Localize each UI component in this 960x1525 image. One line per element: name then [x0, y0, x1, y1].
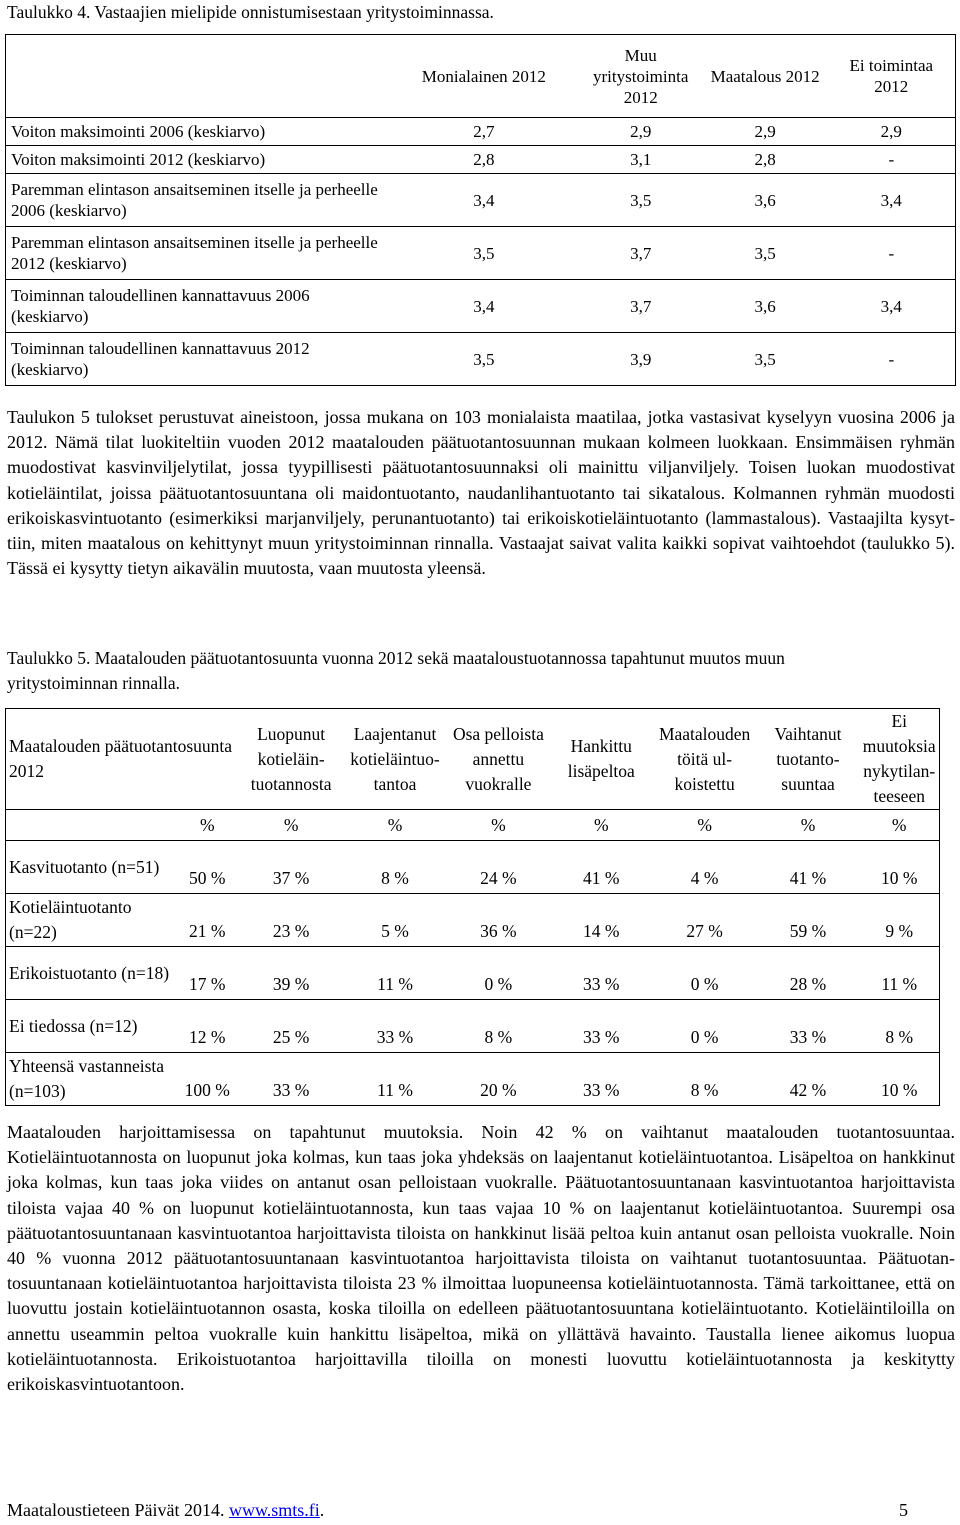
table5-header: Hankittu lisäpeltoa	[567, 736, 635, 781]
row-label: Toiminnan taloudellinen kannattavuus 2012 (keskiarvo)	[11, 339, 310, 379]
table-cell: -	[888, 150, 895, 169]
table-cell: 3,5	[630, 190, 652, 210]
table-cell: 21 %	[189, 921, 226, 941]
table4-header: Monialainen 2012	[421, 66, 546, 86]
table4-header: Ei toimintaa 2012	[849, 56, 934, 96]
row-label: Paremman elintason ansaitseminen itselle ja perheelle 2012 (keskiarvo)	[11, 233, 378, 273]
table-cell: 0 %	[690, 1027, 719, 1047]
table-cell: 3,7	[630, 243, 652, 263]
table-cell: 20 %	[480, 1080, 517, 1100]
table-cell: 3,7	[630, 296, 652, 316]
table-cell: 50 %	[189, 868, 226, 888]
page-number: 5	[899, 1500, 908, 1520]
table-cell: 10 %	[880, 868, 918, 888]
table-cell: 37 %	[272, 868, 310, 888]
table-cell: 0 %	[484, 974, 513, 994]
table-cell: 3,4	[473, 296, 495, 316]
table-cell: 100 %	[184, 1080, 230, 1100]
unit-cell: %	[283, 814, 299, 835]
row-label: Yhteensä vastanneista (n=103)	[9, 1056, 165, 1101]
row-label: Toiminnan taloudellinen kannattavuus 2006 (keskiarvo)	[11, 286, 310, 326]
table-row	[6, 1000, 940, 1053]
table-row	[6, 841, 940, 894]
table-row	[6, 894, 940, 947]
table-cell: 41 %	[583, 868, 620, 888]
unit-cell: %	[800, 814, 816, 835]
row-label: Paremman elintason ansaitseminen itselle ja perheelle 2006 (keskiarvo)	[11, 180, 378, 220]
unit-cell: %	[491, 814, 506, 835]
table-cell: 11 %	[377, 1080, 413, 1100]
table-cell: 3,4	[880, 296, 902, 316]
table-cell: -	[888, 243, 895, 263]
footer-link[interactable]: www.smts.fi	[228, 1500, 320, 1520]
table-cell: 8 %	[690, 1080, 719, 1100]
table-cell: 2,8	[473, 150, 495, 169]
table-cell: 23 %	[272, 921, 310, 941]
table4-caption: Taulukko 4. Vastaajien mielipide onnistumisestaan yritystoiminnassa.	[7, 2, 494, 22]
table5-header: Maatalouden töitä ulkoistettu	[658, 723, 751, 794]
row-label: Kasvituotanto (n=51)	[9, 856, 160, 877]
table-cell: 36 %	[480, 921, 517, 941]
table-cell: 25 %	[272, 1027, 310, 1047]
table5-header: Ei muutoksia nykytilanteeseen	[862, 711, 936, 806]
table-cell: 2,9	[880, 122, 902, 141]
table5-unit-row	[6, 810, 940, 841]
table-cell: 8 %	[381, 868, 409, 888]
table-cell: 2,9	[630, 122, 652, 141]
table-cell: 4 %	[690, 868, 719, 888]
unit-cell: %	[199, 814, 215, 835]
table4-header-row	[6, 35, 956, 118]
table-cell: 2,7	[473, 122, 495, 141]
footer-period: .	[319, 1500, 325, 1520]
row-label: Voiton maksimointi 2012 (keskiarvo)	[11, 150, 266, 169]
table-cell: 14 %	[583, 921, 620, 941]
table-cell: 41 %	[789, 868, 827, 888]
table-cell: 17 %	[189, 974, 226, 994]
footer-text: Maataloustieteen Päivät 2014.	[7, 1500, 229, 1520]
table-cell: 24 %	[480, 868, 517, 888]
table-row	[6, 1053, 940, 1106]
table-row	[6, 227, 956, 280]
table5-caption: yritystoiminnan rinnalla.	[7, 673, 181, 693]
unit-cell: %	[387, 814, 403, 835]
table5-header-row	[6, 709, 940, 810]
table5-header: Luopunut kotieläintuotannosta	[250, 723, 332, 794]
table-cell: 0 %	[690, 974, 719, 994]
table5-first-header: Maatalouden päätuotantosuunta 2012	[9, 736, 233, 781]
table-cell: 33 %	[583, 974, 620, 994]
table-cell: 39 %	[272, 974, 310, 994]
footer	[7, 1500, 324, 1521]
body-paragraph: Taulukon 5 tulokset perustuvat aineistoon, jossa mukana on 103 monialaista maatilaa, jotka vastasivat kyselyyn vuosina 2006 ja 2012. Nämä tilat luokiteltiin vuoden 2012 maatalouden päätuotantosuunnan mukaan kolmeen luokkaan. Ensimmäisen ryhmän muodostivat kasvinviljelytilat, jossa tyypillisesti päätuotantosuunnaksi oli mainittu viljanviljely. Toisen luokan muodostivat kotieläintilat, joissa päätuotantosuuntana oli maidontuotanto, naudanlihantuotanto tai sikatalous. Kolmannen ryhmän muodosti erikoiskasvintuotanto (esimerkiksi marjanviljely, perunantuotanto) tai erikoiskotieläintuotanto (lammastalous). Vastaajilta kysyttiin, miten maatalous on kehittynyt muun yritystoiminnan rinnalla. Vastaajat saivat valita kaikki sopivat vaihtoehdot (taulukko 5). Tässä ei kysytty tietyn aikavälin muutosta, vaan muutosta yleensä.	[7, 407, 955, 579]
row-label: Voiton maksimointi 2006 (keskiarvo)	[11, 122, 266, 141]
table-row	[6, 947, 940, 1000]
table-cell: 3,6	[754, 190, 776, 210]
table-cell: 3,1	[630, 150, 652, 169]
row-label: Ei tiedossa (n=12)	[9, 1015, 138, 1036]
table4-corner	[6, 35, 389, 118]
table-cell: 33 %	[583, 1027, 620, 1047]
table-cell: 8 %	[484, 1027, 513, 1047]
table-cell: 33 %	[272, 1080, 310, 1100]
table-cell: -	[888, 349, 895, 369]
table-row	[6, 146, 956, 174]
table-row	[6, 118, 956, 146]
table-cell: 2,8	[754, 150, 776, 169]
table-cell: 11 %	[881, 974, 918, 994]
table4-header: Muu yritystoiminta 2012	[593, 45, 689, 107]
table-cell: 3,5	[754, 243, 776, 263]
table-cell: 5 %	[381, 921, 409, 941]
table-cell: 12 %	[189, 1027, 226, 1047]
unit-cell: %	[891, 814, 907, 835]
table5-header: Vaihtanut tuotantosuuntaa	[774, 723, 842, 794]
table4-header: Maatalous 2012	[710, 66, 820, 86]
table-cell: 2,9	[754, 122, 776, 141]
table-cell: 3,5	[473, 243, 495, 263]
table4	[5, 34, 956, 386]
table-row	[6, 174, 956, 227]
table-cell: 28 %	[789, 974, 827, 994]
table5-header: Osa pelloista annettu vuokralle	[452, 723, 544, 794]
table-cell: 33 %	[789, 1027, 827, 1047]
table-cell: 3,6	[754, 296, 776, 316]
body-paragraph: Maatalouden harjoittamisessa on tapahtunut muutoksia. Noin 42 % on vaihtanut maatalouden tuotantosuuntaa. Kotieläintuotannosta on luopunut joka kolmas, kun taas joka yhdeksäs on laajentanut kotieläintuotantoa. Lisäpeltoa on hankkinut joka kolmas, kun taas joka viides on antanut osan pelloistaan vuokralle. Päätuotantosuuntanaan kasvintuotantoa harjoittavista tiloista vajaa 40 % on luopunut kotieläintuotannosta, kun taas vajaa 10 % on laajentanut kotieläintuotantoa. Suurempi osa päätuotantosuuntanaan kasvintuotantoa harjoittavista tiloista on hankkinut lisää peltoa kuin antanut osan pelloista vuokralle. Noin 40 % vuonna 2012 päätuotantosuuntanaan kasvintuotantoa harjoittavista tiloista on vaihtanut tuotantosuuntaa. Päätuotantosuuntanaan kotieläintuotantoa harjoittavista tiloista 23 % ilmoittaa luopuneensa kotieläintuotannosta. Tämä tarkoittanee, että on luovuttu jostain kotieläintuotannon osasta, koska tiloilla on edelleen päätuotantosuuntana kotieläintuotanto. Kotieläintiloilla on annettu useammin peltoa vuokralle kuin hankittu lisäpeltoa, mikä on yllättävä havainto. Taustalla lienee aikomus luopua kotieläintuotannosta. Erikoistuotantoa harjoittavilla tiloilla on monesti luovuttu kotieläintuotannosta ja keskitytty erikoiskasvintuotantoon.	[7, 1122, 955, 1395]
unit-cell: %	[593, 814, 609, 835]
table-row	[6, 333, 956, 386]
table-row	[6, 280, 956, 333]
table-cell: 10 %	[880, 1080, 918, 1100]
table-cell: 33 %	[376, 1027, 414, 1047]
row-label: Erikoistuotanto (n=18)	[9, 962, 170, 983]
table-cell: 59 %	[789, 921, 827, 941]
table-cell: 3,5	[473, 349, 495, 369]
table-cell: 3,4	[473, 190, 495, 210]
table-cell: 33 %	[583, 1080, 620, 1100]
row-label: Kotieläintuotanto (n=22)	[9, 897, 132, 942]
table-cell: 8 %	[885, 1027, 914, 1047]
table-cell: 3,4	[880, 190, 902, 210]
table-cell: 3,9	[630, 349, 652, 369]
table5-header: Laajentanut kotieläintuotantoa	[350, 723, 440, 794]
table-cell: 42 %	[789, 1080, 827, 1100]
table5-caption: Taulukko 5. Maatalouden päätuotantosuunta vuonna 2012 sekä maataloustuotannossa tapahtunut muutos muun	[7, 648, 785, 668]
unit-cell: %	[697, 814, 712, 835]
table-cell: 27 %	[686, 921, 723, 941]
table-cell: 11 %	[377, 974, 413, 994]
table-cell: 9 %	[885, 921, 914, 941]
table5-unit-spacer	[6, 810, 176, 841]
table5	[5, 708, 940, 1106]
table-cell: 3,5	[754, 349, 776, 369]
